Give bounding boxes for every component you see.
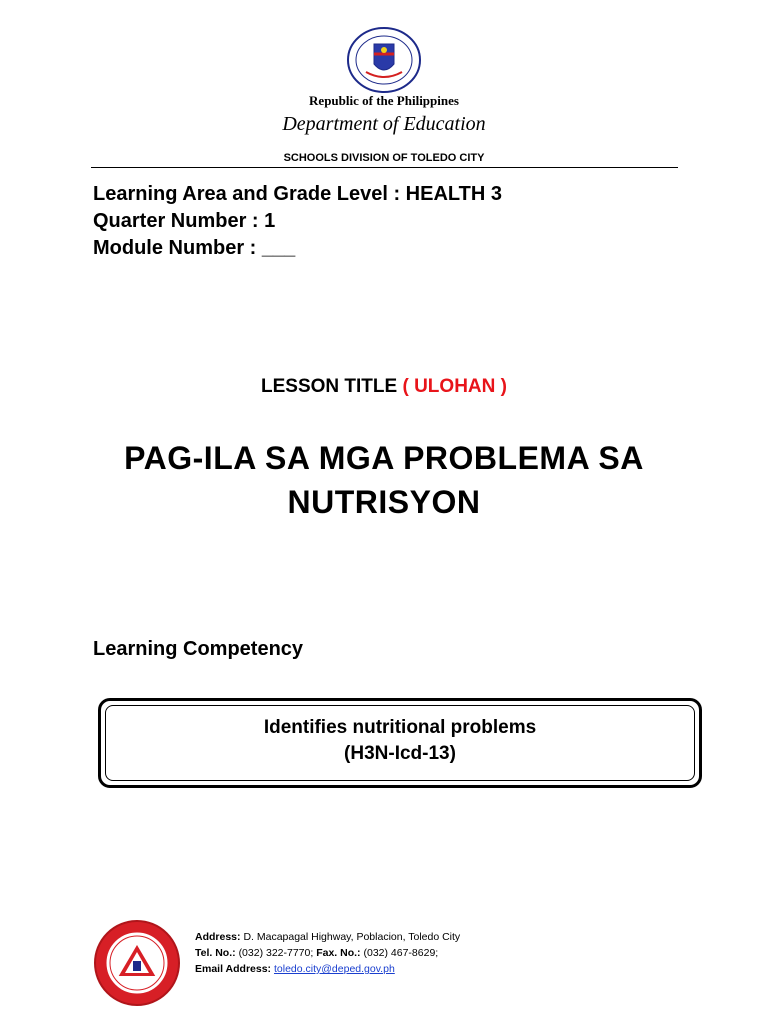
- department-heading: Department of Education: [282, 113, 486, 135]
- address-line: [195, 929, 460, 945]
- email-label: Email Address:: [195, 963, 272, 975]
- main-lesson-title: [60, 436, 708, 524]
- competency-code: (H3N-Icd-13): [344, 743, 456, 764]
- module-number-line: Module Number : ___: [93, 237, 296, 259]
- contact-address-block: [195, 929, 460, 977]
- phone-line: [195, 945, 460, 961]
- email-line: [195, 961, 460, 977]
- deped-seal-icon: [346, 26, 422, 94]
- quarter-number-line: Quarter Number : 1: [93, 210, 276, 232]
- division-heading: SCHOOLS DIVISION OF TOLEDO CITY: [283, 152, 485, 164]
- address-value: D. Macapagal Highway, Poblacion, Toledo City: [243, 931, 461, 943]
- main-title-line-2: NUTRISYON: [287, 484, 481, 520]
- email-link[interactable]: toledo.city@deped.gov.ph: [273, 963, 395, 975]
- competency-text: Identifies nutritional problems: [263, 717, 537, 738]
- competency-box: [98, 698, 702, 788]
- address-label: Address:: [195, 931, 241, 943]
- republic-heading: Republic of the Philippines: [309, 93, 459, 108]
- header-divider: [91, 167, 678, 168]
- lesson-title-text: LESSON TITLE: [261, 376, 398, 397]
- fax-label: Fax. No.:: [316, 947, 361, 959]
- fax-value: (032) 467-8629;: [363, 947, 439, 959]
- tel-value: (032) 322-7770;: [238, 947, 314, 959]
- division-of-toledo-city-logo-icon: [93, 919, 181, 1007]
- learning-competency-label: Learning Competency: [93, 638, 304, 660]
- tel-label: Tel. No.:: [195, 947, 236, 959]
- lesson-title-label: [0, 376, 768, 398]
- lesson-title-ulohan: ( ULOHAN ): [402, 376, 507, 397]
- main-title-line-1: PAG-ILA SA MGA PROBLEMA SA: [124, 440, 644, 476]
- learning-area-line: Learning Area and Grade Level : HEALTH 3: [93, 183, 502, 205]
